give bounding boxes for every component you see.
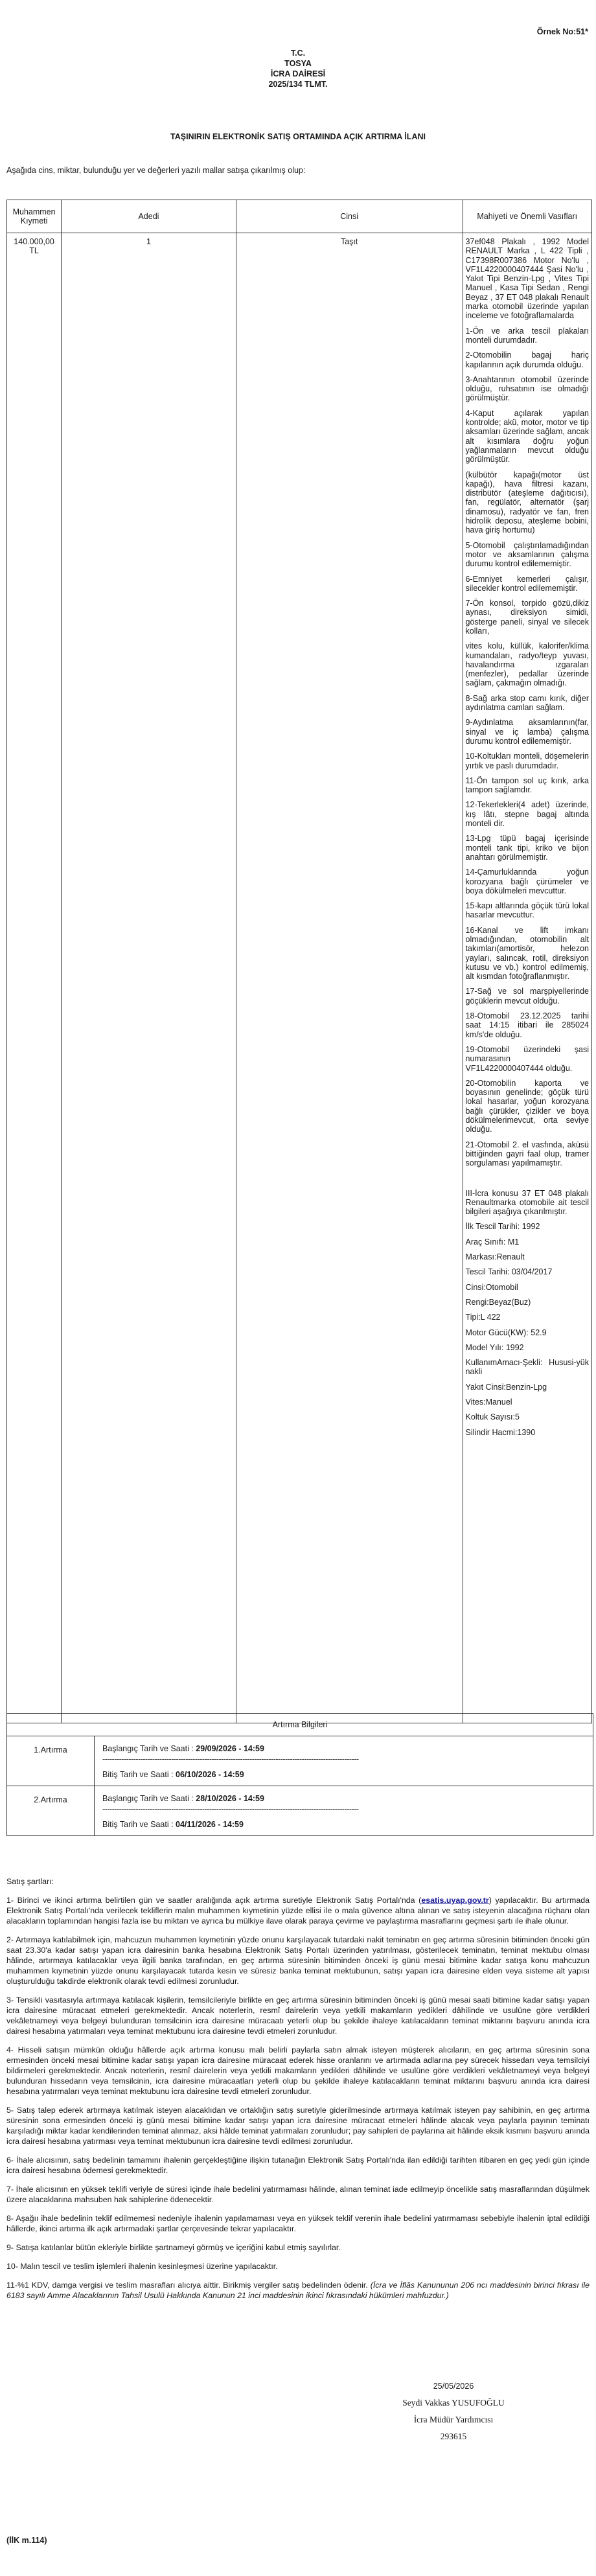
condition-item: 5- Satış talep ederek artırmaya katılmak isteyen alacaklıdan ve ortaklığın satış suretiyle giderilmesinde artırmaya katılmak isteyen pay sahibinin, en geç artırma süresinin sona ermesinden önceki iş günü mesai bitimine kadar satışı yapan icra dairesine müracaat etmeleri hâlinde alacak veya paylarla payının teminatı karşıladığı miktar kadar kendilerinden teminat alınmaz, aksi hâlde teminat yatırmaları zorunludur; pay sahipleri de paylarına ait hâlinde eksik kısmını başvuru anında icra dairesi hesabına yatırması veya teminat mektubunun icra dairesine tevdi edilmesi zorunludur. xyxy=(6,2106,590,2146)
signer-id: 293615 xyxy=(440,2432,467,2441)
condition-item-11 xyxy=(6,2280,590,2301)
description-item: 14-Çamurluklarında yoğun korozyana bağlı çürümeler ve boya dökülmeleri mevcuttur. xyxy=(465,868,589,895)
description-item: 2-Otomobilin bagaj hariç kapılarının açık durumda olduğu. xyxy=(465,351,589,369)
start-label: Başlangıç Tarih ve Saati : xyxy=(102,1744,196,1753)
condition-legal-note: (İcra ve İflâs Kanununun 206 ncı maddesinin birinci fıkrası ile 6183 sayılı Amme Alacaklarının Tahsil Usulü Hakkında Kanunun 21 inci maddesinin ikinci fıkrasındaki hükümleri mahfuzdur.) xyxy=(6,2281,590,2300)
separator-line: ------------------------------------------------------------------------------------------------------------ xyxy=(102,1754,359,1764)
auction-round-2 xyxy=(7,1786,593,1835)
signature-block xyxy=(376,2378,531,2445)
condition-item: 2- Artırmaya katılabilmek için, mahcuzun muhammen kıymetinin yüzde onunu karşılayacak tutardaki nakit teminatın en geç artırma süresinin bitiminden önceki gün saat 23.30'a kadar satışı yapan icra dairesinin banka hesabına Elektronik Satış Portalı üzerinden yatırılması, gösterilecek teminatın, teminat mektubu olması hâlinde, artırmaya katılacaklar veya ilgili banka tarafından, en geç artırma süresinin bitiminden önceki iş günü mesai bitimine kadar satışa konu mahcuzun muhammen kıymetinin yüzde onunu karşılayacak tutarda kesin ve süresiz banka teminat mektubunun, satışı yapan icra dairesine elden veya sisteme alt yapısı oluşturulduğu takdirde elektronik olarak tevdi edilmesi zorunludur. xyxy=(6,1935,590,1986)
end-label: Bitiş Tarih ve Saati : xyxy=(102,1820,176,1829)
round-2-body xyxy=(95,1786,593,1835)
condition-item: 8- Aşağıı ihale bedelinin teklif edilmemesi nedeniyle ihalenin yapılamaması veya en yüksek teklif verenin ihale bedelini yatırmaması sebebiyle ihalenin iptal edildiği hâllerde, ikinci artırma ilk açık artırmadaki şartlar çerçevesinde tekrar yapılacaktır. xyxy=(6,2214,590,2233)
header-line-4: 2025/134 TLMT. xyxy=(268,80,328,89)
description-item: Vites:Manuel xyxy=(465,1397,512,1407)
header-line-1: T.C. xyxy=(290,49,306,58)
cell-description xyxy=(463,233,591,1723)
condition-text: 1- Birinci ve ikinci artırma belirtilen gün ve saatler aralığında açık artırma suretiyle Elektronik Satış Portalı'nda ( xyxy=(6,1896,422,1905)
auction-info-title: Artırma Bilgileri xyxy=(7,1714,593,1736)
description-item: (külbütör kapağı(motor üst kapağı), hava filtresi kazanı, distribütör (ateşleme dağıtıcısı), fan, regülatör, alternatör (şarj dinamosu), radyatör ve fan, fren hidrolik deposu, ateşleme bobini, hava giriş hortumu) xyxy=(465,470,589,535)
col-header-type: Cinsi xyxy=(236,200,463,233)
round-1-name: 1.Artırma xyxy=(7,1736,95,1786)
end-value: 06/10/2026 - 14:59 xyxy=(176,1770,244,1779)
description-item: III-İcra konusu 37 ET 048 plakalı Renaultmarka otomobile ait tescil bilgileri aşağıya çıkarılmıştır. xyxy=(465,1188,589,1217)
description-item: 5-Otomobil çalıştırılamadığından motor ve aksamlarının çalışma durumu kontrol edilememiştir. xyxy=(465,540,589,569)
description-item: Yakıt Cinsi:Benzin-Lpg xyxy=(465,1382,547,1392)
description-item: 3-Anahtarının otomobil üzerinde olduğu, ruhsatının ise olmadığı görülmüştür. xyxy=(465,374,589,403)
conditions-heading: Satış şartları: xyxy=(6,1877,54,1886)
start-value: 28/10/2026 - 14:59 xyxy=(196,1794,264,1803)
round-2-end xyxy=(102,1820,586,1829)
separator-line: ------------------------------------------------------------------------------------------------------------ xyxy=(102,1804,359,1813)
condition-list xyxy=(6,1935,590,2271)
start-label: Başlangıç Tarih ve Saati : xyxy=(102,1794,196,1803)
description-item: Koltuk Sayısı:5 xyxy=(465,1412,520,1422)
description-item: 15-kapı altlarında göçük türü lokal hasarlar mevcuttur. xyxy=(465,901,589,920)
description-item: Tescil Tarihi: 03/04/2017 xyxy=(465,1267,553,1277)
description-item: 8-Sağ arka stop camı kırık, diğer aydınlatma camları sağlam. xyxy=(465,693,589,713)
round-1-end xyxy=(102,1770,586,1779)
description-item: 10-Koltukları monteli, döşemelerin yırtık ve paslı durumdadır. xyxy=(465,752,589,770)
description-list xyxy=(466,237,589,1437)
auction-round-1 xyxy=(7,1736,593,1786)
description-item: 13-Lpg tüpü bagaj içerisinde monteli tank tipi, kriko ve bijon anahtarı görülmemiştir. xyxy=(465,834,589,862)
cell-type: Taşıt xyxy=(236,233,463,1723)
description-item: Motor Gücü(KW): 52.9 xyxy=(465,1328,547,1337)
round-1-body xyxy=(95,1736,593,1786)
start-value: 29/09/2026 - 14:59 xyxy=(196,1744,264,1753)
col-header-count: Adedi xyxy=(62,200,236,233)
description-item: KullanımAmacı-Şekli: Hususi-yük nakli xyxy=(465,1358,589,1377)
description-item: 19-Otomobil üzerindeki şasi numarasının VF1L4220000407444 olduğu. xyxy=(465,1044,589,1073)
description-item: 37ef048 Plakalı , 1992 Model RENAULT Marka , L 422 Tipli , C17398R007386 Motor No'lu , VF1L4220000407444 Şasi No'lu , Yakıt Tipi Benzin-Lpg , Vites Tipi Manuel , Kasa Tipi Sedan , Rengi Beyaz , 37 ET 048 plakalı Renault marka otomobil üzerinde yapılan inceleme ve fotoğraflamalarda xyxy=(465,237,589,321)
form-number: Örnek No:51* xyxy=(536,27,588,36)
description-item: Markası:Renault xyxy=(465,1252,525,1262)
condition-item: 7- İhale alıcısının en yüksek teklifi veriyle de süresi içinde ihale bedelini yatırmaması hâlinde, alınan teminat iade edilmeyip öncelikle satış masraflarından düşülmek üzere alacaklarına mahsuben hak sahiplerine ödenecektir. xyxy=(6,2185,590,2204)
end-value: 04/11/2026 - 14:59 xyxy=(176,1820,244,1829)
signer-position: İcra Müdür Yardımcısı xyxy=(413,2415,494,2424)
description-item xyxy=(466,1174,589,1183)
description-item: Araç Sınıfı: M1 xyxy=(465,1237,520,1247)
table-header-row xyxy=(7,200,592,233)
description-item: Model Yılı: 1992 xyxy=(465,1342,524,1352)
auction-info-box xyxy=(6,1713,593,1836)
description-item: 20-Otomobilin kaporta ve boyasının genelinde; göçük türü lokal hasarlar, yoğun korozyana bağlı çürükler, çizikler ve boya dökülmelerimevcut, orta seviye olduğu. xyxy=(465,1078,589,1134)
table-row xyxy=(7,233,592,1723)
signer-name: Seydi Vakkas YUSUFOĞLU xyxy=(402,2398,505,2408)
description-item: 18-Otomobil 23.12.2025 tarihi saat 14:15 itibari ile 285024 km/s'de olduğu. xyxy=(465,1011,589,1039)
description-item: 9-Aydınlatma aksamlarının(far, sinyal ve iç lamba) çalışma durumu kontrol edilememiştir. xyxy=(465,718,589,746)
end-label: Bitiş Tarih ve Saati : xyxy=(102,1770,176,1779)
description-item: vites kolu, küllük, kalorifer/klima kumandaları, radyo/teyp yuvası, havalandırma ızgaraları (menfezler), pedallar üzerinde sağlam, çakmağın olmadığı. xyxy=(465,641,589,688)
esatis-portal-link[interactable]: esatis.uyap.gov.tr xyxy=(421,1896,489,1905)
cell-value: 140.000,00 TL xyxy=(7,233,62,1723)
description-item: 7-Ön konsol, torpido gözü,dikiz aynası, direksiyon simidi, gösterge paneli, sinyal ve silecek kolları, xyxy=(465,599,589,636)
office-header xyxy=(0,48,596,89)
description-item: 12-Tekerlekleri(4 adet) üzerinde, kış lâtı, stepne bagaj altında monteli dir. xyxy=(465,800,589,829)
footer-reference: (İİK m.114) xyxy=(6,2536,47,2545)
condition-item: 6- İhale alıcısının, satış bedelinin tamamını ihalenin gerçekleştiğine ilişkin tutanağın Elektronik Satış Portalı'nda ilan edildiği tarihten itibaren en geç yedi gün içinde icra dairesi hesabına ödemesi gerekmektedir. xyxy=(6,2156,590,2175)
condition-item: 3- Tensikli vasıtasıyla artırmaya katılacak kişilerin, temsilcileriyle birlikte en geç artırma süresinin bitiminden önceki iş günü mesai saati bitimine kadar satışı yapan icra dairesine müracaat etmeleri gerekmektedir. Ancak noterlerin, resmî dairelerin veya yetkili makamların yedikleri dâhilinde ve usulüne göre verdikleri vekâletnameyi veya belgeyi bulunduran temsilcinin icra dairesine müracaatı yeterli olup bu şekilde ihaleye katılacakların teminat miktarını başvuru anında icra dairesi hesabına yatırmaları veya teminat mektubunu icra dairesine tevdi etmeleri zorunludur. xyxy=(6,1995,590,2036)
description-item: Rengi:Beyaz(Buz) xyxy=(465,1297,531,1307)
condition-item: 9- Satışa katılanlar bütün ekleriyle birlikte şartnameyi görmüş ve içeriğini kabul etmiş sayılırlar. xyxy=(6,2243,341,2252)
description-item: 6-Emniyet kemerleri çalışır, silecekler kontrol edilememiştir. xyxy=(465,574,589,593)
condition-item: 10- Malın tescil ve teslim işlemleri ihalenin kesinleşmesi üzerine yapılacaktır. xyxy=(6,2262,278,2271)
description-item: 11-Ön tampon sol uç kırık, arka tampon sağlamdır. xyxy=(465,776,589,795)
col-header-description: Mahiyeti ve Önemli Vasıfları xyxy=(463,200,591,233)
document-title: TAŞINIRIN ELEKTRONİK SATIŞ ORTAMINDA AÇIK ARTIRMA İLANI xyxy=(170,132,426,141)
signature-date: 25/05/2026 xyxy=(433,2382,474,2391)
sale-conditions xyxy=(6,1876,590,2309)
description-item: 1-Ön ve arka tescil plakaları monteli durumdadır. xyxy=(465,326,589,345)
property-table xyxy=(6,200,592,1723)
intro-text: Aşağıda cins, miktar, bulunduğu yer ve değerleri yazılı mallar satışa çıkarılmış olup: xyxy=(6,166,306,175)
condition-text: 11-%1 KDV, damga vergisi ve teslim masrafları alıcıya aittir. Birikmiş vergiler satış bedelinden ödenir. xyxy=(6,2281,371,2290)
round-2-name: 2.Artırma xyxy=(7,1786,95,1835)
description-item: Tipi:L 422 xyxy=(465,1313,501,1322)
description-item: İlk Tescil Tarihi: 1992 xyxy=(465,1222,540,1232)
description-item: 16-Kanal ve lift imkanı olmadığından, otomobilin alt takımları(amortisör, helezon yayları, salıncak, rotil, direksiyon kutusu ve vb.) kontrol edilmemiş, alt kısmdan fotoğraflanmıştır. xyxy=(465,925,589,982)
condition-item: 4- Hisseli satışın mümkün olduğu hâllerde açık artırma konusu malı belirli paylarla satın almak isteyen müşterek alıcıların, en geç artırma süresinin sona ermesinden önceki mesai bitimine kadar satışı yapan icra dairesine müracaat ederek hisse oranlarını ve artırmada adlarına pey sürecek hissedarı veya temsilciyi bildirmeleri gerekmektedir. Ancak noterlerin, resmî dairelerin veya yetkili makamların yedikleri dâhilinde ve usulüne göre verdikleri vekâletnameyi veya belgeyi bulunduran hissedarın veya temsilcinin, icra dairesine müracaatları yeterli olup bu şekilde ihaleye katılacakların teminat miktarını başvuru anında icra dairesi hesabına yatırmaları veya teminat mektubunu icra dairesine tevdi etmeleri zorunludur. xyxy=(6,2045,590,2096)
condition-item-1 xyxy=(6,1895,590,1926)
header-line-3: İCRA DAİRESİ xyxy=(270,69,326,78)
round-2-start xyxy=(102,1794,586,1803)
description-item: Silindir Hacmi:1390 xyxy=(465,1427,536,1437)
cell-count: 1 xyxy=(62,233,236,1723)
description-item: 21-Otomobil 2. el vasfında, aküsü bittiğinden gayri faal olup, tramer sorgulaması yapılmamıştır. xyxy=(465,1140,589,1168)
round-1-start xyxy=(102,1744,586,1753)
condition-text: ) yapılacaktır. Bu artırmada Elektronik Satış Portalı'nda verilecek tekliflerin malın muhammen kıymetinin yüzde ellisi ile o mala güvence altına alınan ve satış isteyenin alacağına rüçhanı olan alacakların toplamından hangisi fazla ise bu miktarı ve ayrıca bu mülkiye ilave olarak paraya çevirme ve paylaştırma masraflarını geçmesi şartı ile ihale olunur. xyxy=(6,1896,590,1926)
description-item: 4-Kaput açılarak yapılan kontrolde; akü, motor, motor ve tip aksamları üzerinde sağlam, ancak alt kısımlara doğru yoğun yağlanmaların mevcut olduğu görülmüştür. xyxy=(465,408,589,465)
header-line-2: TOSYA xyxy=(284,59,312,68)
col-header-value: Muhammen Kıymeti xyxy=(7,200,62,233)
description-item: Cinsi:Otomobil xyxy=(465,1282,518,1292)
description-item: 17-Sağ ve sol marşpiyellerinde göçüklerin mevcut olduğu. xyxy=(465,987,589,1006)
